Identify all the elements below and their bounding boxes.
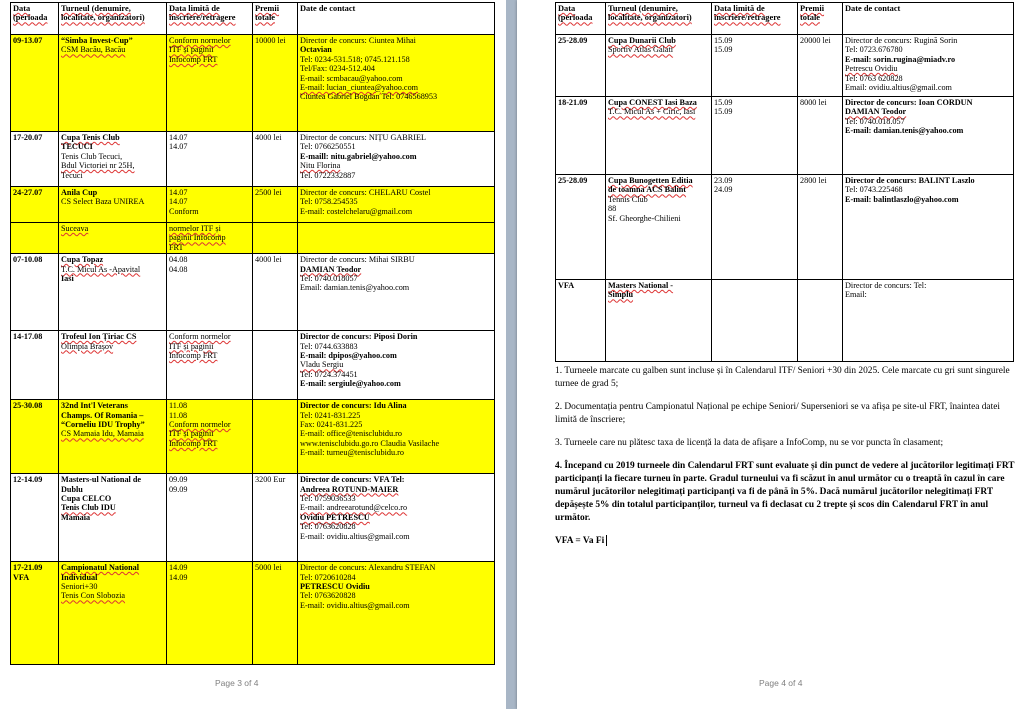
table-row bbox=[11, 223, 495, 254]
cell-prize: 20000 lei bbox=[798, 35, 843, 97]
note-2: 2. Documentația pentru Campionatul Național pe echipe Seniori/ Superseniori se va afișa pe site-ul FRT, înaintea datei limită de înscriere; bbox=[555, 402, 1000, 425]
cell-date: 09-13.07 bbox=[11, 35, 59, 132]
cell-contact: Director de concurs: Ioan CORDUN DAMIAN Teodor Tel: 0740.018.057 E-mail: damian.tenis@yahoo.com bbox=[843, 97, 1014, 175]
cell-contact: Director de concurs: NIȚU GABRIEL Tel: 0766250551 E-maill: nitu.gabriel@yahoo.com Nitu Florina Tel. 0722332887 bbox=[298, 132, 495, 187]
table-row bbox=[556, 280, 1014, 362]
cell-prize: 4000 lei bbox=[253, 254, 298, 331]
page-separator bbox=[506, 0, 517, 709]
note-1: 1. Turneele marcate cu galben sunt incluse și în Calendarul ITF/ Seniori +30 din 2025. Cele marcate cu gri sunt singurele turnee de grad 5; bbox=[555, 366, 1010, 389]
table-header-row bbox=[556, 3, 1014, 35]
cell-prize: 4000 lei bbox=[253, 132, 298, 187]
table-row bbox=[556, 175, 1014, 280]
note-vfa[interactable]: VFA = Va Fi bbox=[555, 535, 1015, 548]
cell-prize: 2500 lei bbox=[253, 187, 298, 223]
table-header-row bbox=[11, 3, 495, 35]
cell-deadline: 04.08 04.08 bbox=[167, 254, 253, 331]
cell-contact: Director de concurs: VFA Tel: Andreea ROTUND-MAIER Tel: 0759036533 E-mail: andreearotund@celco.ro Ovidiu PETRESCU Tel: 0763620828 E-mail: ovidiu.altius@gmail.com bbox=[298, 474, 495, 562]
cell-deadline bbox=[712, 280, 798, 362]
cell-date: VFA bbox=[556, 280, 606, 362]
cell-tournament: Masters National - Simplu bbox=[606, 280, 712, 362]
cell-deadline: normelor ITF și paginii Infocomp FRT bbox=[167, 223, 253, 254]
cell-deadline: 14.07 14.07 bbox=[167, 132, 253, 187]
cell-prize: 10000 lei bbox=[253, 35, 298, 132]
cell-contact: Director de concurs: Tel: Email: bbox=[843, 280, 1014, 362]
table-row bbox=[11, 400, 495, 474]
cell-prize bbox=[798, 280, 843, 362]
cell-deadline: 14.09 14.09 bbox=[167, 562, 253, 665]
cell-deadline: Conform normelor ITF și paginii Infocomp FRT bbox=[167, 331, 253, 400]
cell-prize bbox=[253, 331, 298, 400]
cell-deadline: 14.07 14.07 Conform bbox=[167, 187, 253, 223]
cell-tournament: Trofeul Ion Țiriac CS Olimpia Brașov bbox=[59, 331, 167, 400]
table-row bbox=[11, 35, 495, 132]
cell-contact: Director de concurs: Rugină Sorin Tel: 0723.676780 E-mail: sorin.rugina@miadv.ro Petrescu Ovidiu Tel: 0763 620828 Email: ovidiu.altius@gmail.com bbox=[843, 35, 1014, 97]
cell-deadline: 15.09 15.09 bbox=[712, 97, 798, 175]
tournament-table-page-3 bbox=[10, 2, 495, 665]
cell-tournament: Campionatul National Individual Seniori+30 Tenis Con Slobozia bbox=[59, 562, 167, 665]
cell-prize: 2800 lei bbox=[798, 175, 843, 280]
table-row bbox=[11, 331, 495, 400]
cell-date: 24-27.07 bbox=[11, 187, 59, 223]
table-row bbox=[556, 97, 1014, 175]
cell-deadline: 09.09 09.09 bbox=[167, 474, 253, 562]
cell-prize bbox=[253, 400, 298, 474]
cell-prize bbox=[253, 223, 298, 254]
cell-date: 17-20.07 bbox=[11, 132, 59, 187]
tournament-table-page-4 bbox=[555, 2, 1014, 362]
header-tournament: Turneul (denumire, localitate, organizatori) bbox=[606, 3, 712, 35]
header-date: Data (perioada bbox=[556, 3, 606, 35]
document-page-3 bbox=[0, 0, 506, 709]
header-deadline: Data limită de înscriere/retragere bbox=[167, 3, 253, 35]
cell-tournament: Anila Cup CS Select Baza UNIREA bbox=[59, 187, 167, 223]
cell-contact: Director de concurs: BALINT Laszlo Tel: 0743.225468 E-mail: balintlaszlo@yahoo.com bbox=[843, 175, 1014, 280]
cell-date: 12-14.09 bbox=[11, 474, 59, 562]
cell-contact: Director de concurs: Alexandru STEFAN Tel: 0720610284 PETRESCU Ovidiu Tel: 0763620828 E-mail: ovidiu.altius@gmail.com bbox=[298, 562, 495, 665]
cell-tournament: Cupa Tenis Club TECUCI Tenis Club Tecuci, Bdul Victoriei nr 25H, Tecuci bbox=[59, 132, 167, 187]
table-row bbox=[11, 132, 495, 187]
cell-contact: Director de concurs: Piposi Dorin Tel: 0744.633883 E-mail: dpipos@yahoo.com Vladu Sergiu Tel: 0724.374451 E-mail: sergiule@yahoo.com bbox=[298, 331, 495, 400]
cell-tournament: Cupa Topaz T.C. Micul As -Apavital Iasi bbox=[59, 254, 167, 331]
cell-date: 07-10.08 bbox=[11, 254, 59, 331]
cell-contact: Director de concurs: Idu Alina Tel: 0241-831.225 Fax: 0241-831.225 E-mail: office@tenisclubidu.ro www.tenisclubidu.go.ro Claudia Vasilache E-mail: turneu@tenisclubidu.ro bbox=[298, 400, 495, 474]
cell-date bbox=[11, 223, 59, 254]
cell-date: 18-21.09 bbox=[556, 97, 606, 175]
header-prize: Premii totale bbox=[253, 3, 298, 35]
header-date: Data (perioada bbox=[11, 3, 59, 35]
table-row bbox=[11, 187, 495, 223]
header-prize: Premii totale bbox=[798, 3, 843, 35]
cell-date: 25-28.09 bbox=[556, 35, 606, 97]
cell-deadline: 23.09 24.09 bbox=[712, 175, 798, 280]
table-row bbox=[11, 474, 495, 562]
cell-prize: 5000 lei bbox=[253, 562, 298, 665]
cell-contact: Director de concurs: Ciuntea Mihai Octavian Tel: 0234-531.518; 0745.121.158 Tel/Fax: 0234-512.404 E-mail: scmbacau@yahoo.com E-mail: lucian_ciuntea@yahoo.com Ciuntea Gabriel Bogdan Tel: 0746568953 bbox=[298, 35, 495, 132]
notes-section bbox=[555, 365, 1015, 558]
note-3: 3. Turneele care nu plătesc taxa de licență la data de afișare a InfoComp, nu se vor puncta în clasament; bbox=[555, 438, 944, 448]
page-number: Page 3 of 4 bbox=[215, 678, 259, 688]
cell-date: 25-30.08 bbox=[11, 400, 59, 474]
cell-deadline: 11.08 11.08 Conform normelor ITF și paginii Infocomp FRT bbox=[167, 400, 253, 474]
cell-deadline: 15.09 15.09 bbox=[712, 35, 798, 97]
header-tournament: Turneul (denumire, localitate, organizatori) bbox=[59, 3, 167, 35]
cell-date: 14-17.08 bbox=[11, 331, 59, 400]
cell-prize: 8000 lei bbox=[798, 97, 843, 175]
document-page-4 bbox=[517, 0, 1024, 709]
cell-tournament: Cupa Bunogetten Editia de toamna ACS Balint Tennis Club 88 Sf. Gheorghe-Chilieni bbox=[606, 175, 712, 280]
header-contact: Date de contact bbox=[843, 3, 1014, 35]
cell-tournament: Masters-ul National de Dublu Cupa CELCO Tenis Club IDU Mamaia bbox=[59, 474, 167, 562]
table-row bbox=[11, 562, 495, 665]
table-row bbox=[11, 254, 495, 331]
note-4: 4. Începand cu 2019 turneele din Calendarul FRT sunt evaluate și din punct de vedere al jucătorilor legitimați FRT participanți la fiecare turneu în parte. Gradul turneului va fi scăzut în anul următor cu o treaptă în cazul în care numărul jucătorilor nelegitimați participanți va fi de până în 5%. Dacă numărul jucătorilor nelegitimați FRT depășește 5% din totalul participanților, turneul va fi declasat cu 2 trepte și scos din Calendarul FRT în anul următor. bbox=[555, 461, 1015, 523]
header-deadline: Data limită de înscriere/retragere bbox=[712, 3, 798, 35]
table-row bbox=[556, 35, 1014, 97]
text-cursor bbox=[606, 535, 607, 546]
cell-tournament: “Simba Invest-Cup” CSM Bacău, Bacău bbox=[59, 35, 167, 132]
cell-date: 17-21.09 VFA bbox=[11, 562, 59, 665]
cell-tournament: Suceava bbox=[59, 223, 167, 254]
cell-tournament: Cupa CONEST Iasi Baza T.C. Micul As + Ciric, Iasi bbox=[606, 97, 712, 175]
cell-tournament: 32nd Int'l Veterans Champs. Of Romania – “Corneliu IDU Trophy” CS Mamaia Idu, Mamaia bbox=[59, 400, 167, 474]
page-number: Page 4 of 4 bbox=[759, 678, 803, 688]
cell-contact: Director de concurs: CHELARU Costel Tel: 0758.254535 E-mail: costelchelaru@gmail.com bbox=[298, 187, 495, 223]
cell-contact bbox=[298, 223, 495, 254]
cell-date: 25-28.09 bbox=[556, 175, 606, 280]
cell-prize: 3200 Eur bbox=[253, 474, 298, 562]
cell-contact: Director de concurs: Mihai SIRBU DAMIAN Teodor Tel: 0740.018057 Email: damian.tenis@yahoo.com bbox=[298, 254, 495, 331]
cell-deadline: Conform normelor ITF și paginii Infocomp FRT bbox=[167, 35, 253, 132]
cell-tournament: Cupa Dunarii Club Sportiv Atlas Galati bbox=[606, 35, 712, 97]
header-contact: Date de contact bbox=[298, 3, 495, 35]
